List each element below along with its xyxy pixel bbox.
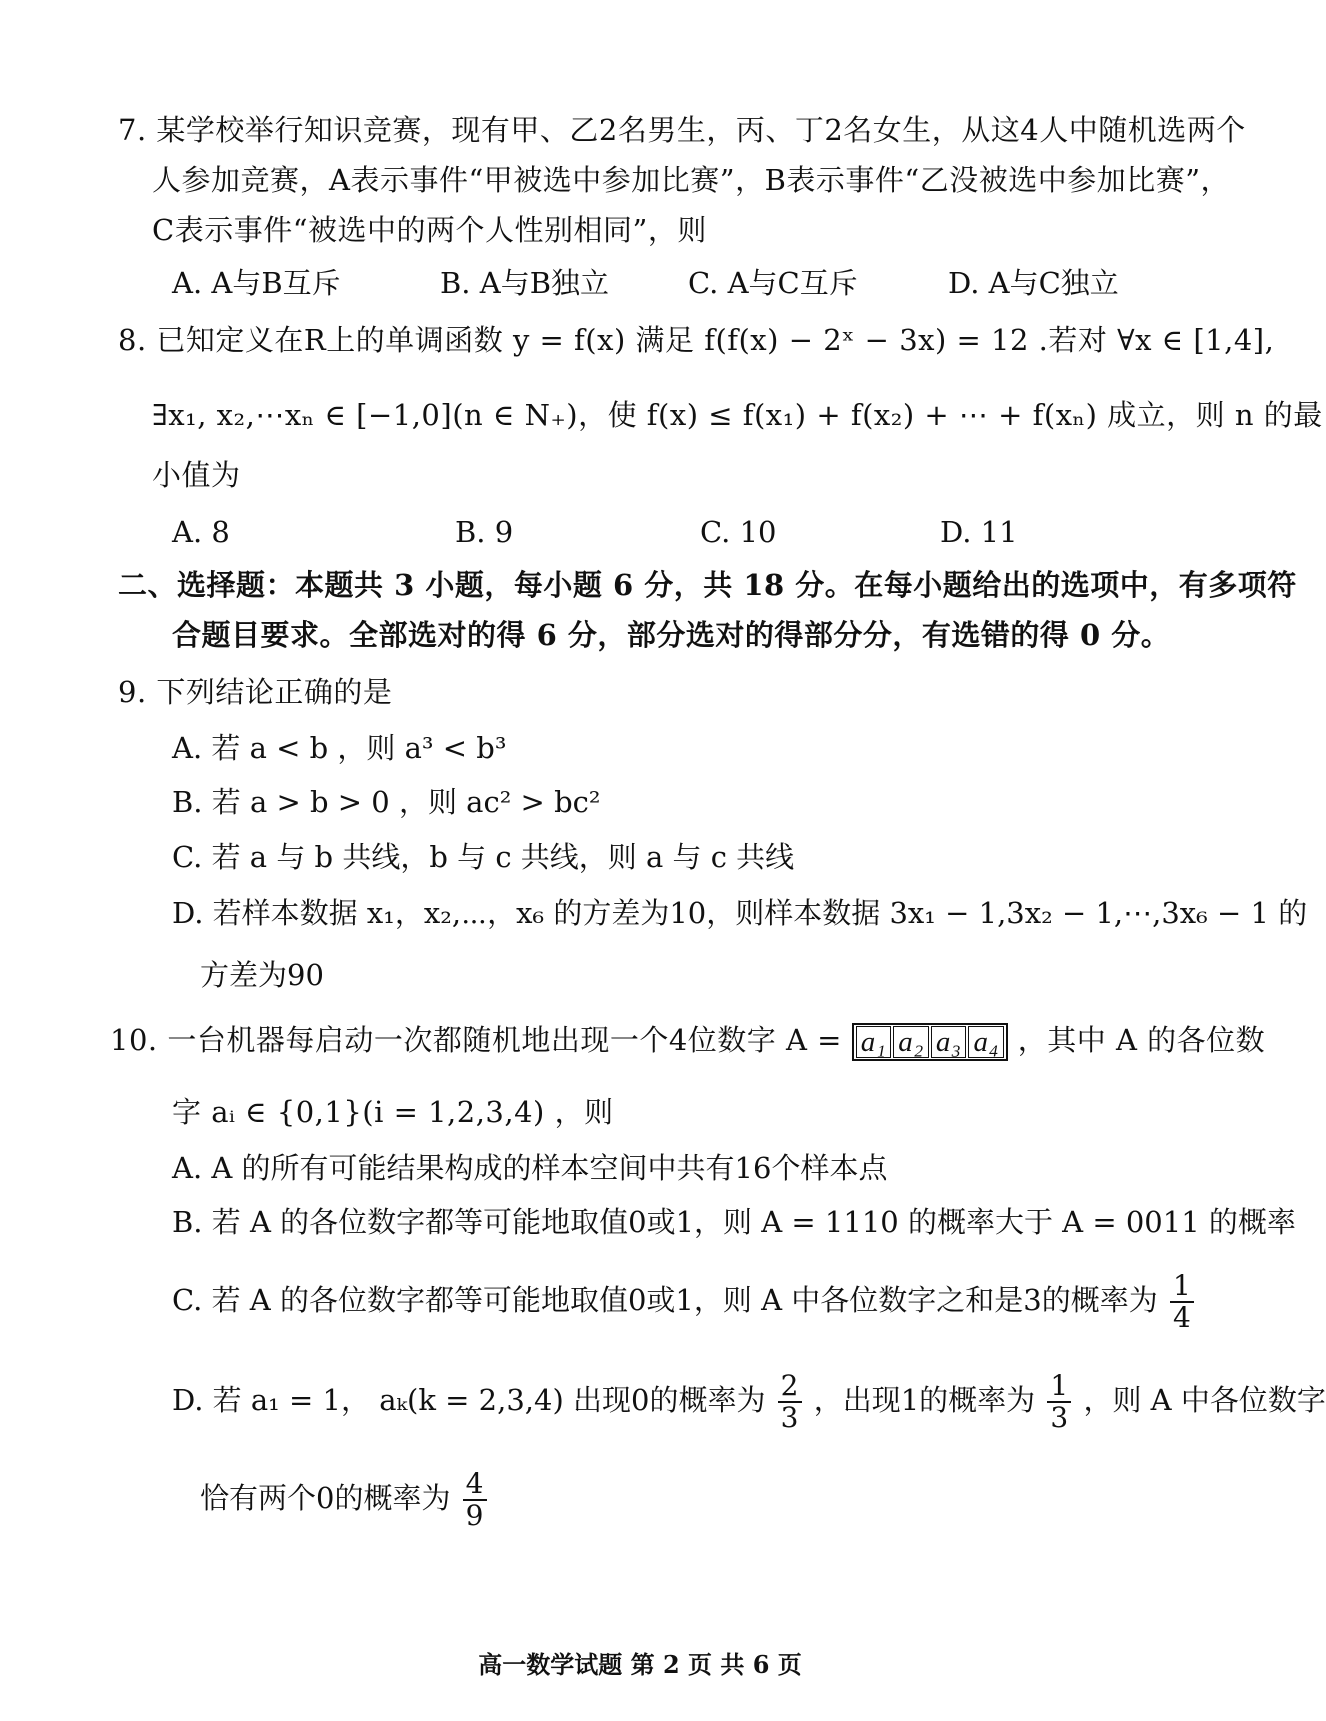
q8-option-b: B. 9 — [455, 515, 514, 549]
q7-option-d: D. A与C独立 — [948, 266, 1119, 300]
q10-option-b: B. 若 A 的各位数字都等可能地取值0或1，则 A = 1110 的概率大于 A = 0011 的概率 — [172, 1205, 1296, 1239]
q8-line2: ∃x₁, x₂,⋯xₙ ∈ [−1,0](n ∈ N₊)，使 f(x) ≤ f(x₁) + f(x₂) + ⋯ + f(xₙ) 成立，则 n 的最 — [152, 398, 1323, 432]
q7-line3: C表示事件“被选中的两个人性别相同”，则 — [152, 213, 707, 247]
fraction-denominator: 3 — [780, 1401, 799, 1434]
fraction-denominator: 4 — [1172, 1301, 1191, 1334]
q8-option-d: D. 11 — [940, 515, 1018, 549]
q10-option-d-mid: ，出现1的概率为 — [813, 1383, 1036, 1417]
digit-cell: a₃ — [931, 1026, 967, 1058]
q10-option-d-line1 — [172, 1365, 1326, 1435]
q8-line3: 小值为 — [152, 458, 241, 492]
q9-option-d-line1: D. 若样本数据 x₁，x₂,⋯，x₆ 的方差为10，则样本数据 3x₁ − 1,3x₂ − 1,⋯,3x₆ − 1 的 — [172, 896, 1308, 930]
fraction-denominator: 3 — [1050, 1401, 1069, 1434]
page-footer: 高一数学试题 第 2 页 共 6 页 — [478, 1650, 802, 1679]
section2-line1: 二、选择题：本题共 3 小题，每小题 6 分，共 18 分。在每小题给出的选项中，有多项符 — [118, 568, 1297, 602]
q9-option-c: C. 若 a 与 b 共线，b 与 c 共线，则 a 与 c 共线 — [172, 840, 795, 874]
q10-option-c-text: C. 若 A 的各位数字都等可能地取值0或1，则 A 中各位数字之和是3的概率为 — [172, 1283, 1158, 1317]
fraction-denominator: 9 — [465, 1499, 484, 1532]
q10-line2: 字 aᵢ ∈ {0,1}(i = 1,2,3,4) ，则 — [172, 1095, 614, 1129]
q9-option-d-line2: 方差为90 — [200, 958, 324, 992]
q10-line1 — [110, 1020, 1265, 1061]
fraction — [463, 1469, 487, 1531]
q7-line2: 人参加竞赛，A表示事件“甲被选中参加比赛”，B表示事件“乙没被选中参加比赛”， — [152, 163, 1231, 197]
q7-line1: 7. 某学校举行知识竞赛，现有甲、乙2名男生，丙、丁2名女生，从这4人中随机选两个 — [118, 113, 1246, 147]
fraction — [1170, 1271, 1194, 1333]
q10-option-a: A. A 的所有可能结果构成的样本空间中共有16个样本点 — [172, 1151, 888, 1185]
q10-option-c — [172, 1265, 1197, 1335]
q10-line1-pre: 10. 一台机器每启动一次都随机地出现一个4位数字 A = — [110, 1023, 842, 1057]
q7-option-b: B. A与B独立 — [440, 266, 610, 300]
q9-stem: 9. 下列结论正确的是 — [118, 675, 393, 709]
q7-option-a: A. A与B互斥 — [172, 266, 341, 300]
q10-option-d-line2 — [200, 1463, 490, 1533]
q7-option-c: C. A与C互斥 — [688, 266, 858, 300]
fraction-numerator: 1 — [1170, 1271, 1194, 1303]
fraction-numerator: 2 — [778, 1371, 802, 1403]
fraction-numerator: 1 — [1047, 1371, 1071, 1403]
digit-cell: a₁ — [856, 1026, 892, 1058]
fraction-numerator: 4 — [463, 1469, 487, 1501]
q8-option-a: A. 8 — [172, 515, 230, 549]
section2-line2: 合题目要求。全部选对的得 6 分，部分选对的得部分分，有选错的得 0 分。 — [172, 618, 1171, 652]
q10-line1-post: ，其中 A 的各位数 — [1017, 1023, 1266, 1057]
digit-cell: a₂ — [893, 1026, 929, 1058]
digit-cell: a₄ — [968, 1026, 1004, 1058]
q9-option-a: A. 若 a < b ，则 a³ < b³ — [172, 731, 507, 765]
q8-option-c: C. 10 — [700, 515, 777, 549]
q10-option-d-post: ，则 A 中各位数字 — [1083, 1383, 1326, 1417]
fraction — [1047, 1371, 1071, 1433]
digit-box — [852, 1023, 1008, 1061]
fraction — [778, 1371, 802, 1433]
q9-option-b: B. 若 a > b > 0 ，则 ac² > bc² — [172, 785, 601, 819]
q10-option-d-pre: D. 若 a₁ = 1， aₖ(k = 2,3,4) 出现0的概率为 — [172, 1383, 766, 1417]
q10-option-d2-pre: 恰有两个0的概率为 — [200, 1481, 451, 1515]
q8-line1: 8. 已知定义在R上的单调函数 y = f(x) 满足 f(f(x) − 2ˣ − 3x) = 12 .若对 ∀x ∈ [1,4], — [118, 323, 1275, 357]
